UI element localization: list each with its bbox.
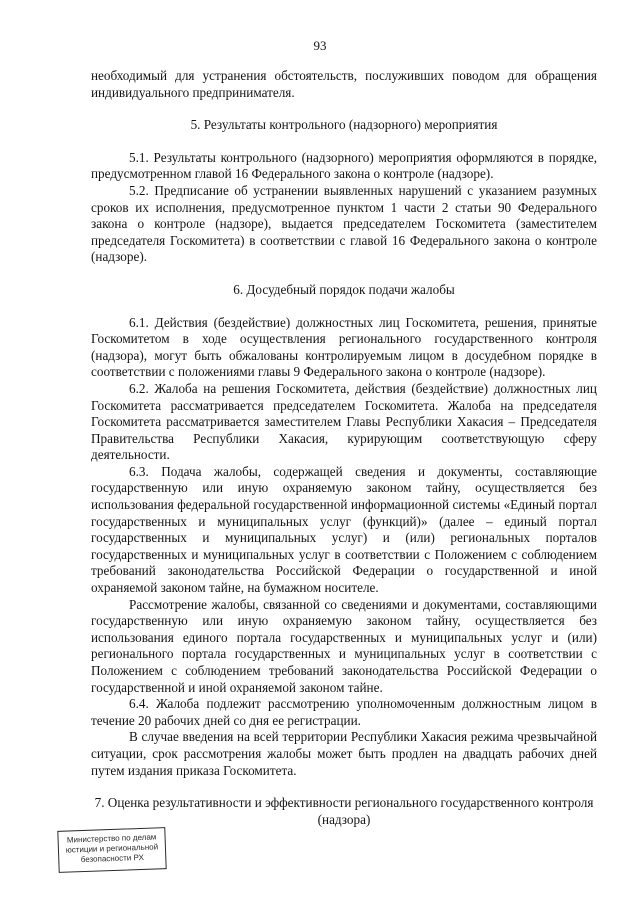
paragraph: 5.2. Предписание об устранении выявленных нарушений с указанием разумных сроков их исполнения, предусмотренное пунктом 1 части 2 статьи 90 Федерального закона о контроле (надзоре), выдается председателем Госкомитета (заместителем председателя Госкомитета) в соответствии с главой 16 Федерального закона о контроле (надзоре). [91, 182, 597, 265]
paragraph: 6.3. Подача жалобы, содержащей сведения и документы, составляющие государственную или иную охраняемую законом тайну, осуществляется без использования федеральной государственной информационной системы «Единый портал государственных и муниципальных услуг (функций)» (далее – единый портал государственных и муниципальных услуг) и (или) региональных порталов государственных и муниципальных услуг в соответствии с Положением с соблюдением требований законодательства Российской Федерации о государственной и иной охраняемой законом тайне, на бумажном носителе. [91, 463, 597, 596]
section-spacer [91, 299, 597, 315]
section-spacer [91, 101, 597, 117]
paragraph: необходимый для устранения обстоятельств, послуживших поводом для обращения индивидуального предпринимателя. [91, 68, 597, 100]
paragraph: 6.4. Жалоба подлежит рассмотрению уполномоченным должностным лицом в течение 20 рабочих дней со дня ее регистрации. [91, 696, 597, 728]
paragraph: Рассмотрение жалобы, связанной со сведениями и документами, составляющими государственную или иную охраняемую законом тайну, осуществляется без использования единого портала государственных и муниципальных услуг и (или) регионального портала государственных и муниципальных услуг в соответствии с Положением с соблюдением требований законодательства Российской Федерации о государственной и иной охраняемой законом тайне. [91, 596, 597, 695]
section-spacer [91, 266, 597, 282]
section-heading: 6. Досудебный порядок подачи жалобы [233, 281, 455, 297]
paragraph: В случае введения на всей территории Республики Хакасия режима чрезвычайной ситуации, срок рассмотрения жалобы может быть продлен на двадцать рабочих дней путем издания приказа Госкомитета. [91, 729, 597, 778]
section-heading: 5. Результаты контрольного (надзорного) мероприятия [190, 117, 498, 133]
stamp-line: юстиции и региональной [65, 842, 159, 855]
section-spacer [91, 779, 597, 795]
registration-stamp [57, 827, 166, 873]
paragraph: 6.1. Действия (бездействие) должностных лиц Госкомитета, решения, принятые Госкомитетом в ходе осуществления регионального государственного контроля (надзора), могут быть обжалованы контролируемым лицом в досудебном порядке в соответствии с положениями главы 9 Федерального закона о контроле (надзоре). [91, 314, 597, 380]
paragraph: 6.2. Жалоба на решения Госкомитета, действия (бездействие) должностных лиц Госкомитета рассматривается председателем Госкомитета. Жалоба на председателя Госкомитета рассматривается заместителем Главы Республики Хакасия – Председателя Правительства Республики Хакасия, курирующим соответствующую сферу деятельности. [91, 380, 597, 463]
document-body [91, 68, 597, 828]
page-number: 93 [313, 38, 327, 53]
section-heading: 7. Оценка результативности и эффективности регионального государственного контроля (надзора) [94, 795, 594, 827]
paragraph: 5.1. Результаты контрольного (надзорного) мероприятия оформляются в порядке, предусмотренном главой 16 Федерального закона о контроле (надзоре). [91, 149, 597, 182]
stamp-line: безопасности РХ [80, 852, 144, 865]
stamp-line: Министерство по делам [66, 832, 157, 845]
section-spacer [91, 134, 597, 150]
